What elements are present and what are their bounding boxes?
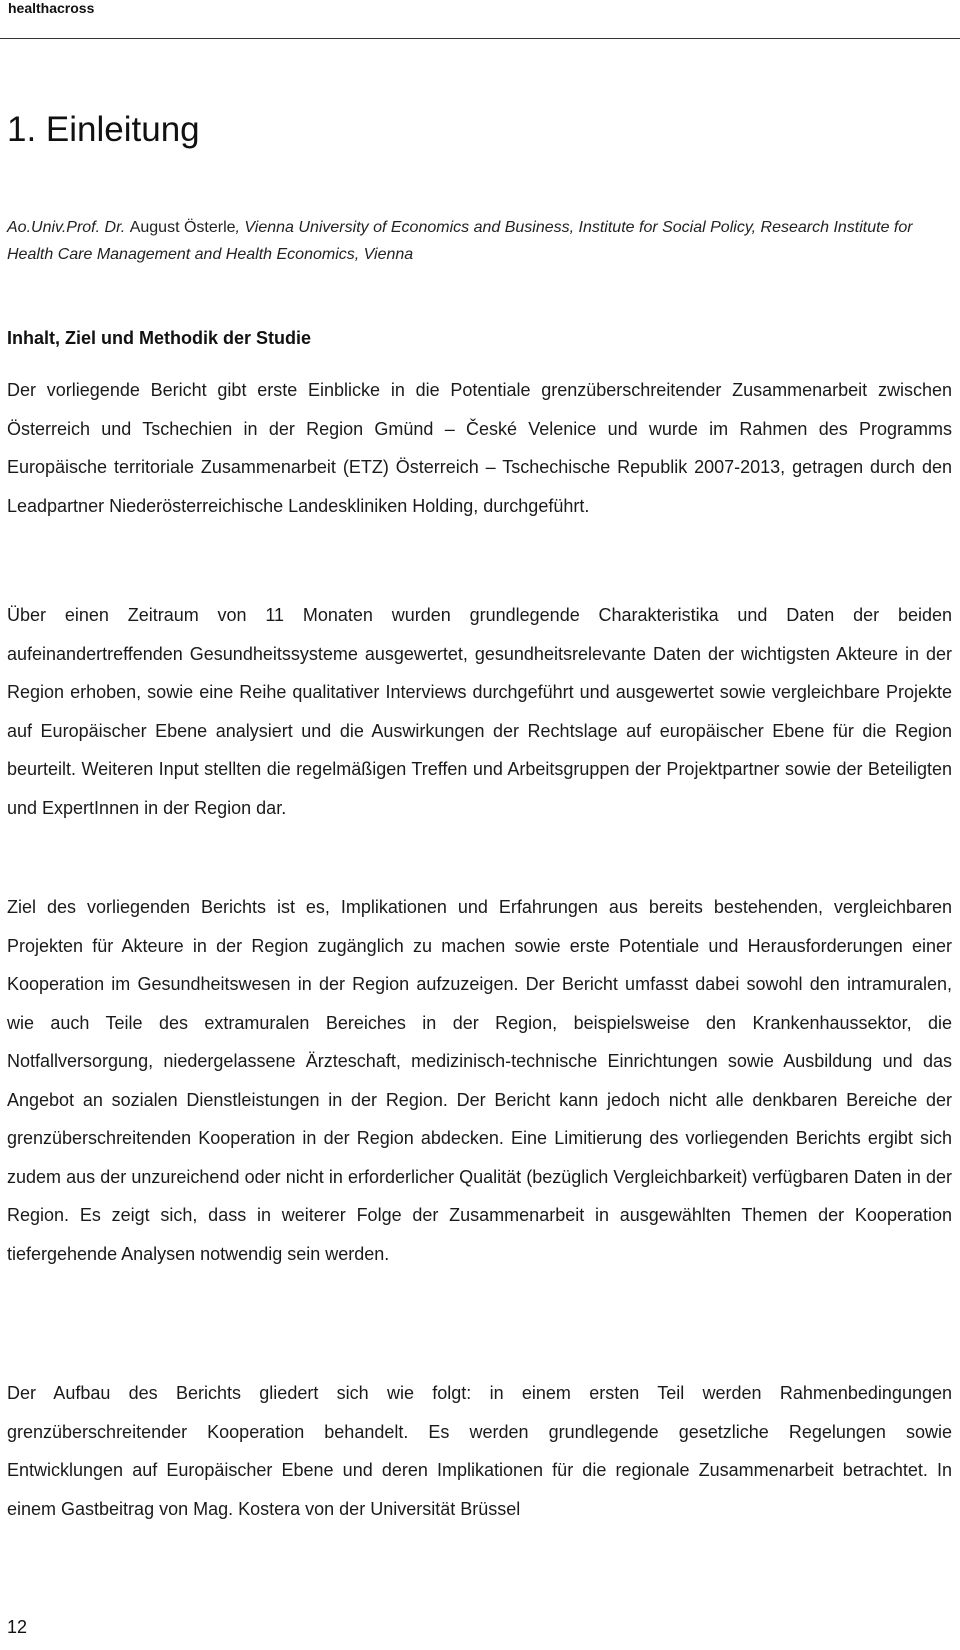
paragraph-2 [7, 596, 952, 827]
author-affiliation: , Vienna University of Economics and Business, Institute for Social Policy, Research Institute for Health Care Management and Health Economics, Vienna [7, 219, 913, 263]
paragraph-text: Der vorliegende Bericht gibt erste Einblicke in die Potentiale grenzüberschreitender Zusammenarbeit zwischen Österreich und Tschechien in der Region Gmünd – České Velenice und wurde im Rahmen des Programms Europäische territoriale Zusammenarbeit (ETZ) Österreich – Tschechische Republik 2007-2013, getragen durch den Leadpartner Niederösterreichische Landeskliniken Holding, durchgeführt. [7, 380, 952, 516]
section-title: Inhalt, Ziel und Methodik der Studie [7, 328, 312, 348]
paragraph-1 [7, 371, 952, 525]
author-line [7, 214, 952, 268]
paragraph-text: Ziel des vorliegenden Berichts ist es, Implikationen und Erfahrungen aus bereits bestehenden, vergleichbaren Projekten für Akteure in der Region zugänglich zu machen sowie erste Potentiale und Herausforderungen einer Kooperation im Gesundheitswesen in der Region aufzuzeigen. Der Bericht umfasst dabei sowohl den intramuralen, wie auch Teile des extramuralen Bereiches in der Region, beispielsweise den Krankenhaussektor, die Notfallversorgung, niedergelassene Ärzteschaft, medizinisch-technische Einrichtungen sowie Ausbildung und das Angebot an sozialen Dienstleistungen in der Region. Der Bericht kann jedoch nicht alle denkbaren Bereiche der grenzüberschreitenden Kooperation in der Region abdecken. Eine Limitierung des vorliegenden Berichts ergibt sich zudem aus der unzureichend oder nicht in erforderlicher Qualität (bezüglich Vergleichbarkeit) verfügbaren Daten in der Region. Es zeigt sich, dass in weiterer Folge der Zusammenarbeit in ausgewählten Themen der Kooperation tiefergehende Analysen notwendig sein werden. [7, 897, 952, 1264]
page-header [0, 0, 960, 39]
page-number: 12 [7, 1617, 28, 1637]
paragraph-text: Über einen Zeitraum von 11 Monaten wurden grundlegende Charakteristika und Daten der beiden aufeinandertreffenden Gesundheitssysteme ausgewertet, gesundheitsrelevante Daten der wichtigsten Akteure in der Region erhoben, sowie eine Reihe qualitativer Interviews durchgeführt und ausgewertet sowie vergleichbare Projekte auf Europäischer Ebene analysiert und die Auswirkungen der Rechtslage auf europäischer Ebene für die Region beurteilt. Weiteren Input stellten die regelmäßigen Treffen und Arbeitsgruppen der Projektpartner sowie der Beteiligten und ExpertInnen in der Region dar. [7, 605, 952, 818]
brand-name: healthacross [8, 0, 95, 16]
paragraph-text: Der Aufbau des Berichts gliedert sich wie folgt: in einem ersten Teil werden Rahmenbedingungen grenzüberschreitender Kooperation behandelt. Es werden grundlegende gesetzliche Regelungen sowie Entwicklungen auf Europäischer Ebene und deren Implikationen für die regionale Zusammenarbeit betrachtet. In einem Gastbeitrag von Mag. Kostera von der Universität Brüssel [7, 1383, 952, 1519]
author-name: August Österle [129, 219, 236, 236]
paragraph-3 [7, 888, 952, 1273]
author-title: Ao.Univ.Prof. Dr. [7, 219, 130, 236]
chapter-title: 1. Einleitung [7, 110, 200, 149]
paragraph-4 [7, 1374, 952, 1528]
